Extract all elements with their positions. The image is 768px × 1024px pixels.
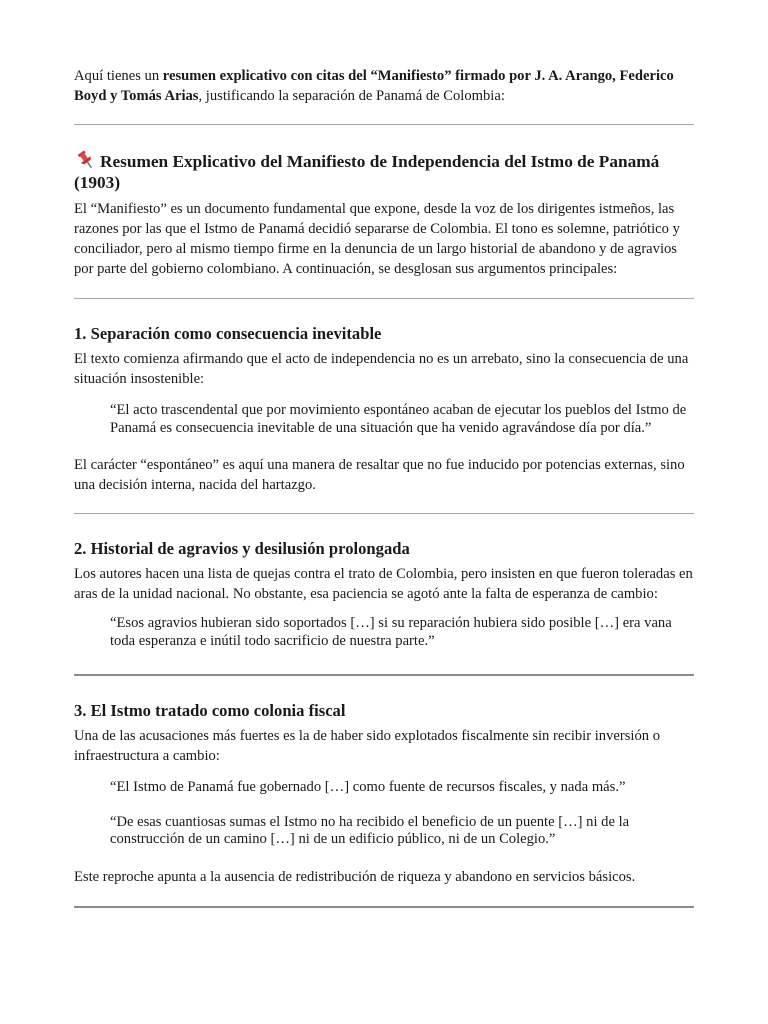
block-quote: “Esos agravios hubieran sido soportados […] si su reparación hubiera sido posible […] era vana toda esperanza e inútil todo sacrificio de nuestra parte.” bbox=[110, 615, 672, 649]
section-outro: El carácter “espontáneo” es aquí una manera de resaltar que no fue inducido por potencias externas, sino una decisión interna, nacida del hartazgo. bbox=[74, 457, 685, 493]
section-1 bbox=[74, 299, 694, 495]
intro-rest: , justificando la separación de Panamá de Colombia: bbox=[198, 88, 505, 104]
pushpin-icon bbox=[74, 150, 98, 170]
summary-paragraph: El “Manifiesto” es un documento fundamental que expone, desde la voz de los dirigentes istmeños, las razones por las que el Istmo de Panamá decidió separarse de Colombia. El tono es solemne, patriótico y conciliador, pero al mismo tiempo firme en la denuncia de un largo historial de abandono y de agravios por parte del gobierno colombiano. A continuación, se desglosan sus argumentos principales: bbox=[74, 201, 680, 277]
intro-lead: Aquí tienes un bbox=[74, 68, 163, 84]
document-title bbox=[74, 150, 694, 193]
section-heading: 1. Separación como consecuencia inevitable bbox=[74, 324, 382, 343]
title-block bbox=[74, 125, 694, 279]
intro-bold: resumen explicativo con citas del “Manifiesto” firmado por J. A. Arango, Federico Boyd y Tomás Arias bbox=[74, 68, 674, 104]
block-quote: “De esas cuantiosas sumas el Istmo no ha recibido el beneficio de un puente […] ni de la construcción de un camino […] ni de un edificio público, ni de un Colegio.” bbox=[110, 813, 630, 847]
section-intro: Los autores hacen una lista de quejas contra el trato de Colombia, pero insisten en que fueron toleradas en aras de la unidad nacional. No obstante, esa paciencia se agotó ante la falta de esperanza de cambio: bbox=[74, 566, 693, 602]
divider bbox=[74, 906, 694, 908]
block-quote: “El Istmo de Panamá fue gobernado […] como fuente de recursos fiscales, y nada más.” bbox=[110, 779, 626, 795]
section-2 bbox=[74, 514, 694, 650]
section-heading: 2. Historial de agravios y desilusión prolongada bbox=[74, 539, 410, 558]
section-intro: El texto comienza afirmando que el acto de independencia no es un arrebato, sino la consecuencia de una situación insostenible: bbox=[74, 351, 689, 387]
intro-paragraph bbox=[74, 66, 694, 106]
title-text: Resumen Explicativo del Manifiesto de Independencia del Istmo de Panamá (1903) bbox=[74, 152, 660, 192]
section-intro: Una de las acusaciones más fuertes es la de haber sido explotados fiscalmente sin recibir inversión o infraestructura a cambio: bbox=[74, 728, 660, 764]
block-quote: “El acto trascendental que por movimiento espontáneo acaban de ejecutar los pueblos del Istmo de Panamá es consecuencia inevitable de una situación que ha venido agravándose día por día.” bbox=[110, 402, 687, 436]
section-heading: 3. El Istmo tratado como colonia fiscal bbox=[74, 701, 346, 720]
section-3 bbox=[74, 676, 694, 887]
section-outro: Este reproche apunta a la ausencia de redistribución de riqueza y abandono en servicios básicos. bbox=[74, 868, 636, 885]
